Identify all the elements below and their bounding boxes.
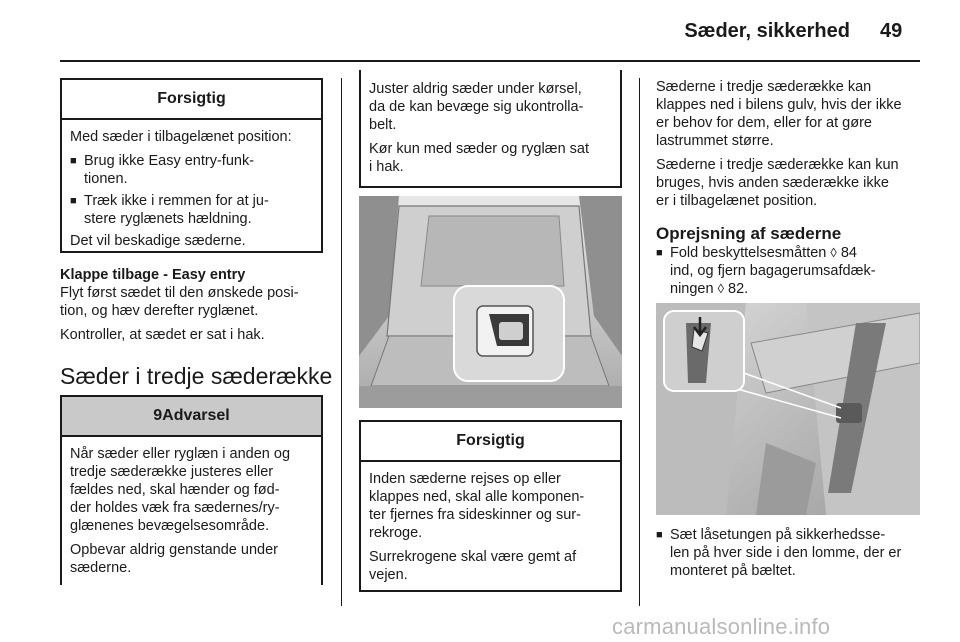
page-number: 49 xyxy=(880,20,903,42)
easy-entry-check: Kontroller, at sædet er sat i hak. xyxy=(60,327,265,343)
step-1: ■ Fold beskyttelsesmåtten ◊ 84 ind, og fjern bagagerumsafdæk- ningen ◊ 82. xyxy=(656,245,876,297)
column-divider-right xyxy=(639,78,640,606)
bullet-icon: ■ xyxy=(656,529,663,541)
easy-entry-text: Flyt først sædet til den ønskede posi- tion, og hæv derefter ryglænet. xyxy=(60,285,299,319)
rear-cargo-photo xyxy=(359,196,622,408)
warning-box xyxy=(60,395,323,585)
section-title: Sæder i tredje sæderække xyxy=(60,363,333,389)
caution-box xyxy=(60,78,323,253)
caution-box-2 xyxy=(359,420,622,592)
warning-icon: 9 xyxy=(153,407,163,424)
caution-box-title: Forsigtig xyxy=(62,80,321,120)
intro-paragraph-1: Sæderne i tredje sæderække kan klappes ned i bilens gulv, hvis der ikke er behov for dem, eller for at gøre lastrummet større. xyxy=(656,79,902,149)
raise-seats-heading: Oprejsning af sæderne xyxy=(656,224,842,243)
seatbelt-photo xyxy=(656,303,920,515)
easy-entry-section xyxy=(60,266,335,350)
caution-box-2-title: Forsigtig xyxy=(361,422,620,462)
page-header-title: Sæder, sikkerhed xyxy=(684,20,850,42)
column-divider-left xyxy=(341,78,342,606)
step-2: ■ Sæt låsetungen på sikkerhedsse- len på hver side i den lomme, der er monteret på bæltet. xyxy=(656,527,902,579)
caution-intro: Med sæder i tilbagelænet position: xyxy=(70,129,292,145)
continued-text-2: Kør kun med sæder og ryglæn sat i hak. xyxy=(369,141,590,175)
warning-box-title: 9 Advarsel xyxy=(62,397,321,437)
page-ref-icon: ◊ xyxy=(830,245,837,260)
bullet-icon: ■ xyxy=(70,155,77,167)
page-ref-icon: ◊ xyxy=(717,281,725,296)
warning-text: Når sæder eller ryglæn i anden og tredje sæderække justeres eller fældes ned, skal hænder og fød- der holdes væk fra sædernes/ry- glænenes bevægelsesområde. xyxy=(70,446,291,534)
watermark: carmanualsonline.info xyxy=(612,614,831,639)
right-intro xyxy=(656,78,931,216)
caution-bullet: ■ Brug ikke Easy entry-funk- tionen. xyxy=(70,153,255,187)
caution-2-text: Inden sæderne rejses op eller klappes ned, skal alle komponen- ter fjernes fra sideskinner og sur- rekroge. xyxy=(369,471,585,541)
easy-entry-heading: Klappe tilbage - Easy entry xyxy=(60,267,246,283)
caution-bullet: ■ Træk ikke i remmen for at ju- stere ryglænets hældning. xyxy=(70,193,269,227)
raise-seats-section xyxy=(656,224,931,302)
bullet-icon: ■ xyxy=(70,195,77,207)
header-rule xyxy=(60,60,920,62)
continued-box xyxy=(359,70,622,188)
bullet-icon: ■ xyxy=(656,247,663,259)
intro-paragraph-2: Sæderne i tredje sæderække kan kun bruges, hvis anden sæderække ikke er i tilbagelænet position. xyxy=(656,157,899,209)
continued-text: Juster aldrig sæder under kørsel, da de kan bevæge sig ukontrolla- belt. xyxy=(369,81,584,133)
warning-text-2: Opbevar aldrig genstande under sæderne. xyxy=(70,542,278,576)
step-2-section xyxy=(656,526,931,584)
caution-outro: Det vil beskadige sæderne. xyxy=(70,233,246,249)
caution-2-text-2: Surrekrogene skal være gemt af vejen. xyxy=(369,549,577,583)
